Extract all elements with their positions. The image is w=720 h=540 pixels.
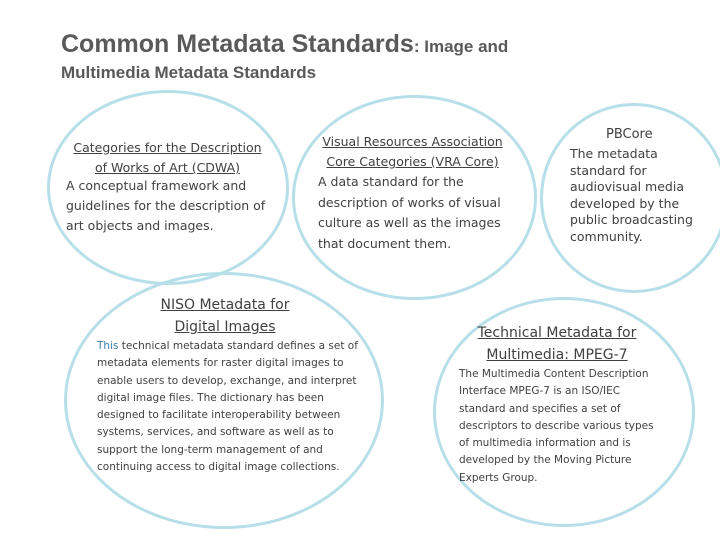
mpeg7-body: The Multimedia Content Description Interface MPEG-7 is an ISO/IEC standard and specifies a set of descriptors to describe various types of multimedia information and is developed by the Moving Picture Experts Group. bbox=[459, 368, 654, 484]
vra-heading bbox=[300, 132, 525, 172]
niso-heading-line1: NISO Metadata for bbox=[160, 297, 290, 313]
cdwa-body: A conceptual framework and guidelines for the description of art objects and images. bbox=[66, 178, 266, 233]
slide-subtitle: Multimedia Metadata Standards bbox=[61, 63, 317, 82]
cdwa-heading bbox=[55, 138, 280, 178]
niso-heading-line2: Digital Images bbox=[174, 319, 276, 335]
niso-body bbox=[97, 338, 362, 476]
slide-title bbox=[61, 30, 508, 59]
niso-heading bbox=[115, 294, 335, 338]
cdwa-heading-line1: Categories for the Description bbox=[73, 140, 262, 155]
vra-heading-line1: Visual Resources Association bbox=[322, 134, 503, 149]
vra-body: A data standard for the description of works of visual culture as well as the images that document them. bbox=[318, 174, 501, 251]
pbcore-heading: PBCore bbox=[606, 127, 653, 142]
niso-body-lead: This bbox=[97, 340, 119, 352]
mpeg7-heading-line2: Multimedia: MPEG-7 bbox=[486, 347, 628, 363]
niso-body-text: technical metadata standard defines a set of metadata elements for raster digital images to enable users to develop, exchange, and interpret digital image files. The dictionary has been designed to facilitate interoperability between systems, services, and software as well as to support the long-term management of and continuing access to digital image collections. bbox=[97, 340, 358, 474]
slide-title-main: Common Metadata Standards bbox=[61, 30, 414, 58]
mpeg7-heading bbox=[457, 322, 657, 366]
slide-title-suffix: : Image and bbox=[413, 37, 509, 56]
pbcore-body: The metadata standard for audiovisual media developed by the public broadcasting community. bbox=[570, 146, 693, 244]
vra-heading-line2: Core Categories (VRA Core) bbox=[326, 154, 499, 169]
mpeg7-heading-line1: Technical Metadata for bbox=[477, 325, 637, 341]
cdwa-heading-line2: of Works of Art (CDWA) bbox=[94, 160, 241, 175]
